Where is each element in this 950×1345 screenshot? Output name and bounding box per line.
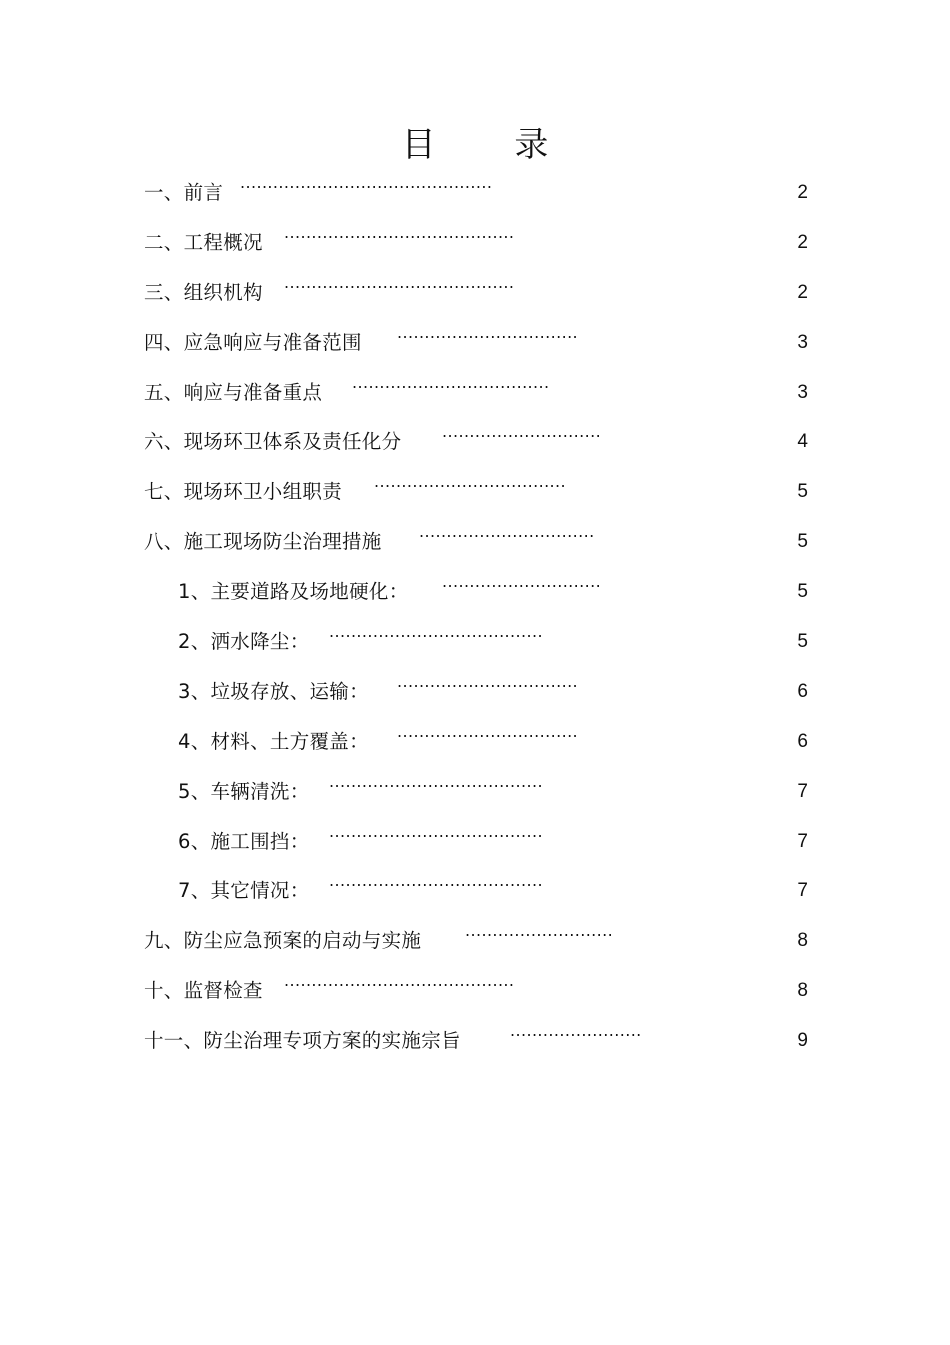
toc-entry-label: 6、施工围挡： xyxy=(178,829,310,853)
toc-entry-leader: ................................. xyxy=(397,322,579,342)
toc-entry-label: 八、施工现场防尘治理措施 xyxy=(144,530,382,554)
toc-entry-page-number: 8 xyxy=(797,980,808,1002)
toc-entry[interactable] xyxy=(0,517,950,567)
toc-entry-leader: ............................. xyxy=(442,422,602,442)
toc-entry[interactable] xyxy=(0,916,950,966)
toc-entry-page-number: 9 xyxy=(797,1030,808,1052)
toc-entry-page-number: 7 xyxy=(797,780,808,802)
toc-entry-leader: .......................................... xyxy=(284,272,515,292)
toc-entry-leader: ....................................... xyxy=(329,821,543,841)
toc-entry-leader: ............................. xyxy=(442,572,602,592)
toc-entry-leader: ....................................... xyxy=(329,871,543,891)
toc-entry-leader: ................................. xyxy=(397,721,579,741)
toc-entry-leader: ................................... xyxy=(374,472,567,492)
toc-entry-label: 一、前言 xyxy=(144,180,224,204)
toc-entry[interactable] xyxy=(0,667,950,717)
toc-entry-page-number: 6 xyxy=(797,680,808,702)
toc-entry-page-number: 2 xyxy=(797,181,808,203)
toc-entry-leader: ........................ xyxy=(510,1021,642,1041)
toc-entry-label: 1、主要道路及场地硬化： xyxy=(178,580,409,604)
toc-entry-label: 2、洒水降尘： xyxy=(178,629,310,653)
toc-entry-leader: .......................................... xyxy=(284,222,515,242)
toc-entry[interactable] xyxy=(0,417,950,467)
toc-entry-page-number: 5 xyxy=(797,630,808,652)
toc-entry[interactable] xyxy=(0,218,950,268)
toc-entry-page-number: 4 xyxy=(797,431,808,453)
toc-entry-label: 三、组织机构 xyxy=(144,280,263,304)
toc-entry-leader: .......................................... xyxy=(284,971,515,991)
toc-entry[interactable] xyxy=(0,866,950,916)
toc-entry[interactable] xyxy=(0,817,950,867)
toc-entry-leader: ....................................... xyxy=(329,771,543,791)
toc-entry[interactable] xyxy=(0,318,950,368)
toc-entry[interactable] xyxy=(0,467,950,517)
toc-entry-page-number: 8 xyxy=(797,930,808,952)
toc-entry-label: 十、监督检查 xyxy=(144,979,263,1003)
toc-entry-label: 七、现场环卫小组职责 xyxy=(144,480,343,504)
toc-entry[interactable] xyxy=(0,966,950,1016)
toc-entry-page-number: 5 xyxy=(797,531,808,553)
toc-entry-leader: .................................... xyxy=(352,372,550,392)
toc-entry-label: 5、车辆清洗： xyxy=(178,779,310,803)
toc-entry-page-number: 7 xyxy=(797,880,808,902)
toc-entry[interactable] xyxy=(0,717,950,767)
toc-entry-label: 六、现场环卫体系及责任化分 xyxy=(144,430,402,454)
toc-entry-page-number: 7 xyxy=(797,830,808,852)
toc-entry[interactable] xyxy=(0,617,950,667)
toc-entry-page-number: 2 xyxy=(797,231,808,253)
toc-entry[interactable] xyxy=(0,268,950,318)
toc-entry-label: 3、垃圾存放、运输： xyxy=(178,679,369,703)
toc-entry-leader: ................................. xyxy=(397,671,579,691)
toc-list xyxy=(0,168,950,1066)
toc-entry-page-number: 5 xyxy=(797,581,808,603)
toc-entry[interactable] xyxy=(0,1016,950,1066)
toc-entry[interactable] xyxy=(0,567,950,617)
toc-entry[interactable] xyxy=(0,368,950,418)
toc-entry-label: 九、防尘应急预案的启动与实施 xyxy=(144,929,422,953)
toc-entry-page-number: 5 xyxy=(797,481,808,503)
toc-entry-label: 7、其它情况： xyxy=(178,879,310,903)
toc-entry-leader: .............................................. xyxy=(240,173,493,192)
toc-entry[interactable] xyxy=(0,168,950,218)
toc-entry-page-number: 3 xyxy=(797,331,808,353)
toc-entry-label: 二、工程概况 xyxy=(144,230,263,254)
toc-entry-page-number: 3 xyxy=(797,381,808,403)
toc-entry-page-number: 6 xyxy=(797,730,808,752)
toc-entry-label: 四、应急响应与准备范围 xyxy=(144,330,362,354)
toc-entry-page-number: 2 xyxy=(797,281,808,303)
toc-entry-label: 4、材料、土方覆盖： xyxy=(178,729,369,753)
toc-entry-leader: ........................... xyxy=(465,921,614,941)
toc-title: 目 录 xyxy=(401,125,583,165)
toc-entry[interactable] xyxy=(0,767,950,817)
toc-entry-leader: ................................ xyxy=(419,522,595,542)
toc-entry-leader: ....................................... xyxy=(329,622,543,642)
toc-entry-label: 五、响应与准备重点 xyxy=(144,380,323,404)
toc-entry-label: 十一、防尘治理专项方案的实施宗旨 xyxy=(144,1029,461,1053)
